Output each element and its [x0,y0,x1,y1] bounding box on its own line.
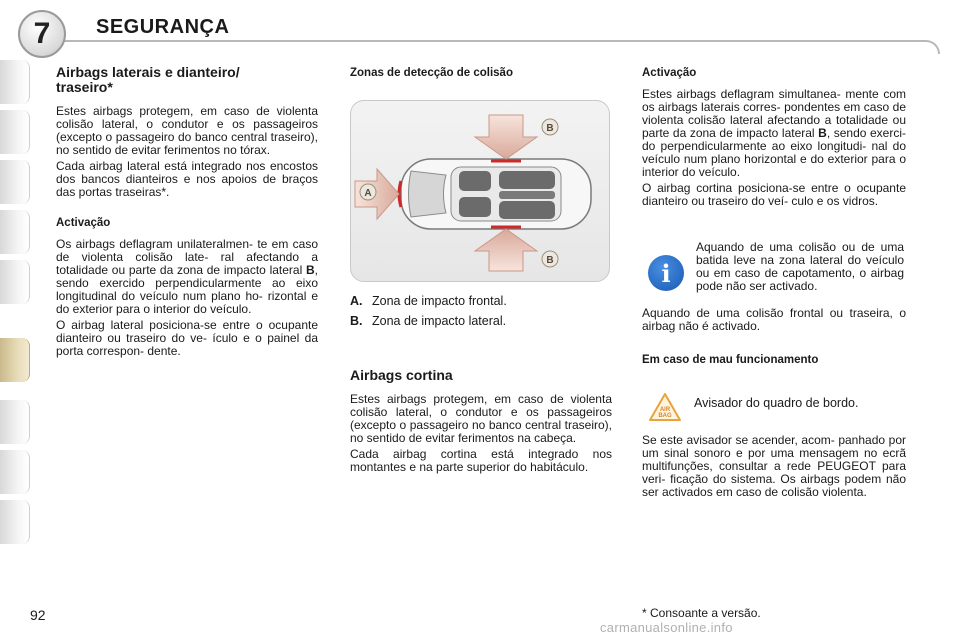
paragraph: O airbag cortina posiciona-se entre o ocupante dianteiro ou traseiro do veí- culo e os vidros. [642,181,906,208]
header-divider [60,40,940,54]
chapter-tabs [0,60,34,580]
chapter-title: SEGURANÇA [96,16,230,38]
curtain-airbags-section [350,368,612,477]
info-icon: i [648,255,684,291]
middle-column-top [350,67,612,80]
malfunction-section [642,354,906,367]
legend-item-b: B. Zona de impacto lateral. [350,314,507,328]
page-number: 92 [30,607,46,623]
right-column-top [642,67,906,211]
subheading-detection-zones: Zonas de detecção de colisão [350,67,513,79]
paragraph: Estes airbags protegem, em caso de violenta colisão lateral, o condutor e os passageiros (excepto o passageiro do banco central traseiro), no sentido de evitar ferimentos no tórax. [56,104,318,157]
svg-text:BAG: BAG [658,413,672,419]
chapter-tab[interactable] [0,60,30,104]
section-heading-lateral-airbags: Airbags laterais e dianteiro/ traseiro* [56,64,240,95]
paragraph: Estes airbags protegem, em caso de violenta colisão lateral, o condutor e os passageiros (excepto o passageiro no banco central traseiro), no sentido de evitar ferimentos na cabeça. [350,392,612,445]
chapter-tab[interactable] [0,400,30,444]
collision-zones-diagram [350,100,610,282]
warning-lamp-text: Avisador do quadro de bordo. [694,396,859,410]
subheading-activation: Activação [56,217,111,229]
paragraph: O airbag lateral posiciona-se entre o ocupante dianteiro ou traseiro do ve- ículo e o painel da porta correspon- dente. [56,318,318,358]
page-header [0,0,960,62]
chapter-tab[interactable] [0,110,30,154]
paragraph: Estes airbags deflagram simultanea- mente com os airbags laterais corres- pondentes em caso de violenta colisão lateral afectando a totalidade ou parte da zona de impacto lateral B, sendo exerci- do perpendicularmente ao eixo longitudi- nal do veículo num plano horizontal e do exterior para o interior do veículo. [642,87,906,179]
chapter-number-badge: 7 [18,10,66,58]
paragraph: Os airbags deflagram unilateralmen- te em caso de violenta colisão late- ral afectando a totalidade ou parte da zona de impacto lateral B, sendo exercido perpendicularmente ao eixo longitudinal do veículo num plano ho- rizontal e do exterior para o interior do veículo. [56,237,318,316]
info-note [696,241,904,296]
paragraph: Cada airbag cortina está integrado nos montantes e na parte superior do habitáculo. [350,447,612,474]
chapter-tab[interactable] [0,210,30,254]
paragraph: Cada airbag lateral está integrado nos encostos dos bancos dianteiros e nos apoios de braços das portas traseiras*. [56,159,318,199]
chapter-tab[interactable] [0,450,30,494]
zone-label-b-bottom: B [546,255,554,266]
info-note-text: Aquando de uma colisão ou de uma batida leve na zona lateral do veículo ou em caso de capotamento, o airbag pode não ser activado. [696,240,904,293]
subheading-activation: Activação [642,67,697,79]
svg-text:AIR: AIR [659,407,671,413]
chapter-tab-active[interactable] [0,338,30,382]
car-topview-illustration [351,101,610,282]
left-column [56,65,318,361]
paragraph: Se este avisador se acender, acom- panhado por um sinal sonoro e por uma mensagem no ecrã multifunções, consultar a rede PEUGEOT para veri- ficação do sistema. Os airbags podem não ser activados em caso de colisão violenta. [642,433,906,499]
legend-item-a: A. Zona de impacto frontal. [350,294,507,308]
section-heading-curtain-airbags: Airbags cortina [350,367,453,383]
subheading-malfunction: Em caso de mau funcionamento [642,354,819,366]
chapter-tab[interactable] [0,500,30,544]
malfunction-paragraph [642,434,906,502]
chapter-tab[interactable] [0,260,30,304]
footnote: * Consoante a versão. [642,606,761,620]
chapter-tab[interactable] [0,160,30,204]
watermark: carmanualsonline.info [600,620,733,635]
paragraph: Aquando de uma colisão frontal ou traseira, o airbag não é activado. [642,306,906,333]
zone-label-a: A [364,188,372,199]
zone-label-b-top: B [546,123,554,134]
info-followup [642,307,906,336]
airbag-warning-icon [648,392,682,422]
